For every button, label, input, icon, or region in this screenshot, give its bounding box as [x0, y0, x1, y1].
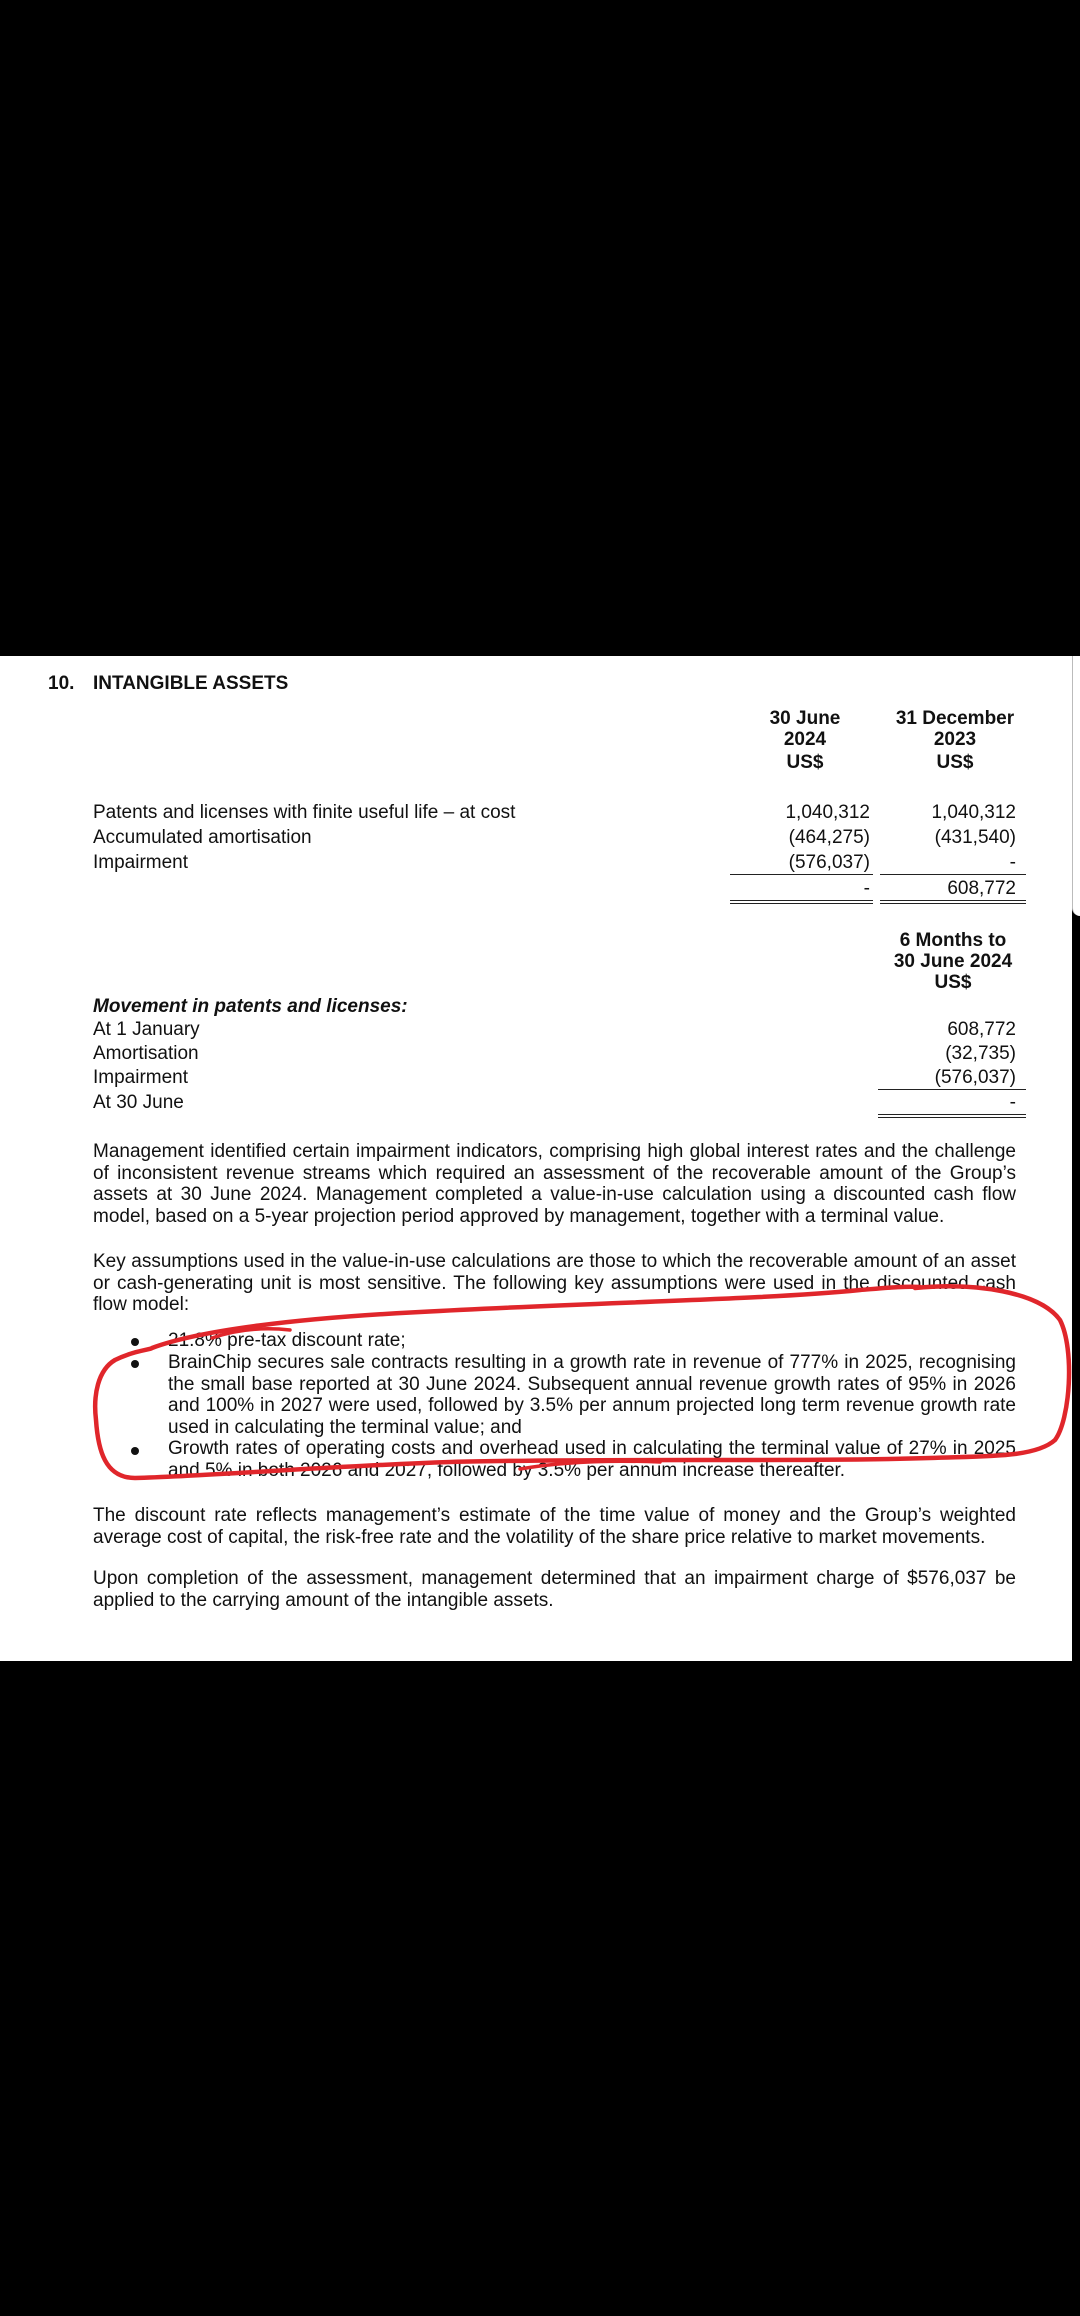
col-header-2023: 31 December 2023 US$: [895, 708, 1015, 773]
rule-total-2024-b: [730, 903, 873, 904]
paragraph-key-assumptions: Key assumptions used in the value-in-use calculations are those to which the recoverable amount of an asset or cash-generating unit is most sensitive. The following key assumptions were used in the discounted cash flow model:: [93, 1251, 1016, 1315]
impairment-2023: -: [1009, 852, 1016, 873]
bullet-icon: [131, 1360, 139, 1368]
total-2024: -: [863, 878, 870, 899]
movement-closing: -: [1009, 1092, 1016, 1113]
cost-2024: 1,040,312: [785, 802, 870, 823]
impairment-2024: (576,037): [788, 852, 870, 873]
note-title: INTANGIBLE ASSETS: [93, 673, 289, 694]
rule-total-2023-a: [880, 900, 1026, 901]
rule-movement-total-b: [878, 1117, 1026, 1118]
row-label-impairment: Impairment: [93, 852, 189, 873]
row-label-amortisation: Accumulated amortisation: [93, 827, 312, 848]
paragraph-impairment-indicators: Management identified certain impairment indicators, comprising high global interest rates and the challenge of inconsistent revenue streams which required an assessment of the recoverable amount of the Group’s assets at 30 June 2024. Management completed a value-in-use calculation using a discounted cash flow model, based on a 5-year projection period approved by management, together with a terminal value.: [93, 1141, 1016, 1227]
movement-impairment: (576,037): [934, 1067, 1016, 1088]
col-header-2024: 30 June 2024 US$: [769, 708, 841, 773]
amortisation-2023: (431,540): [934, 827, 1016, 848]
movement-label-closing: At 30 June: [93, 1092, 184, 1113]
movement-opening: 608,772: [947, 1019, 1016, 1040]
rule-subtotal-2023: [880, 874, 1026, 875]
rule-total-2024-a: [730, 900, 873, 901]
movement-title: Movement in patents and licenses:: [93, 996, 408, 1017]
rule-movement-total-a: [878, 1114, 1026, 1115]
bullet-cost-growth: Growth rates of operating costs and overhead used in calculating the terminal value of 27% in 2025 and 5% in both 2026 and 2027, followed by 3.5% per annum increase thereafter.: [168, 1438, 1016, 1481]
movement-label-impairment: Impairment: [93, 1067, 189, 1088]
rule-total-2023-b: [880, 903, 1026, 904]
bullet-revenue-growth: BrainChip secures sale contracts resulting in a growth rate in revenue of 777% in 2025, recognising the small base reported at 30 June 2024. Subsequent annual revenue growth rates of 95% in 2026 and 100% in 2027 were used, followed by 3.5% per annum projected long term revenue growth rate used in calculating the terminal value; and: [168, 1352, 1016, 1438]
movement-label-opening: At 1 January: [93, 1019, 200, 1040]
paragraph-impairment-charge: Upon completion of the assessment, management determined that an impairment charge of $576,037 be applied to the carrying amount of the intangible assets.: [93, 1568, 1016, 1611]
amortisation-2024: (464,275): [788, 827, 870, 848]
rule-subtotal-2024: [730, 874, 873, 875]
row-label-cost: Patents and licenses with finite useful life – at cost: [93, 802, 516, 823]
note-number: 10.: [48, 673, 75, 694]
cost-2023: 1,040,312: [931, 802, 1016, 823]
movement-amortisation: (32,735): [945, 1043, 1016, 1064]
bullet-icon: [131, 1447, 139, 1455]
movement-col-header: 6 Months to 30 June 2024 US$: [893, 930, 1013, 993]
total-2023: 608,772: [947, 878, 1016, 899]
movement-label-amortisation: Amortisation: [93, 1043, 199, 1064]
paragraph-discount-rate: The discount rate reflects management’s estimate of the time value of money and the Group’s weighted average cost of capital, the risk-free rate and the volatility of the share price relative to market movements.: [93, 1505, 1016, 1548]
bullet-discount-rate: 21.8% pre-tax discount rate;: [168, 1330, 406, 1351]
bullet-icon: [131, 1338, 139, 1346]
rule-movement-subtotal: [878, 1089, 1026, 1090]
page-edge: [1072, 656, 1080, 916]
